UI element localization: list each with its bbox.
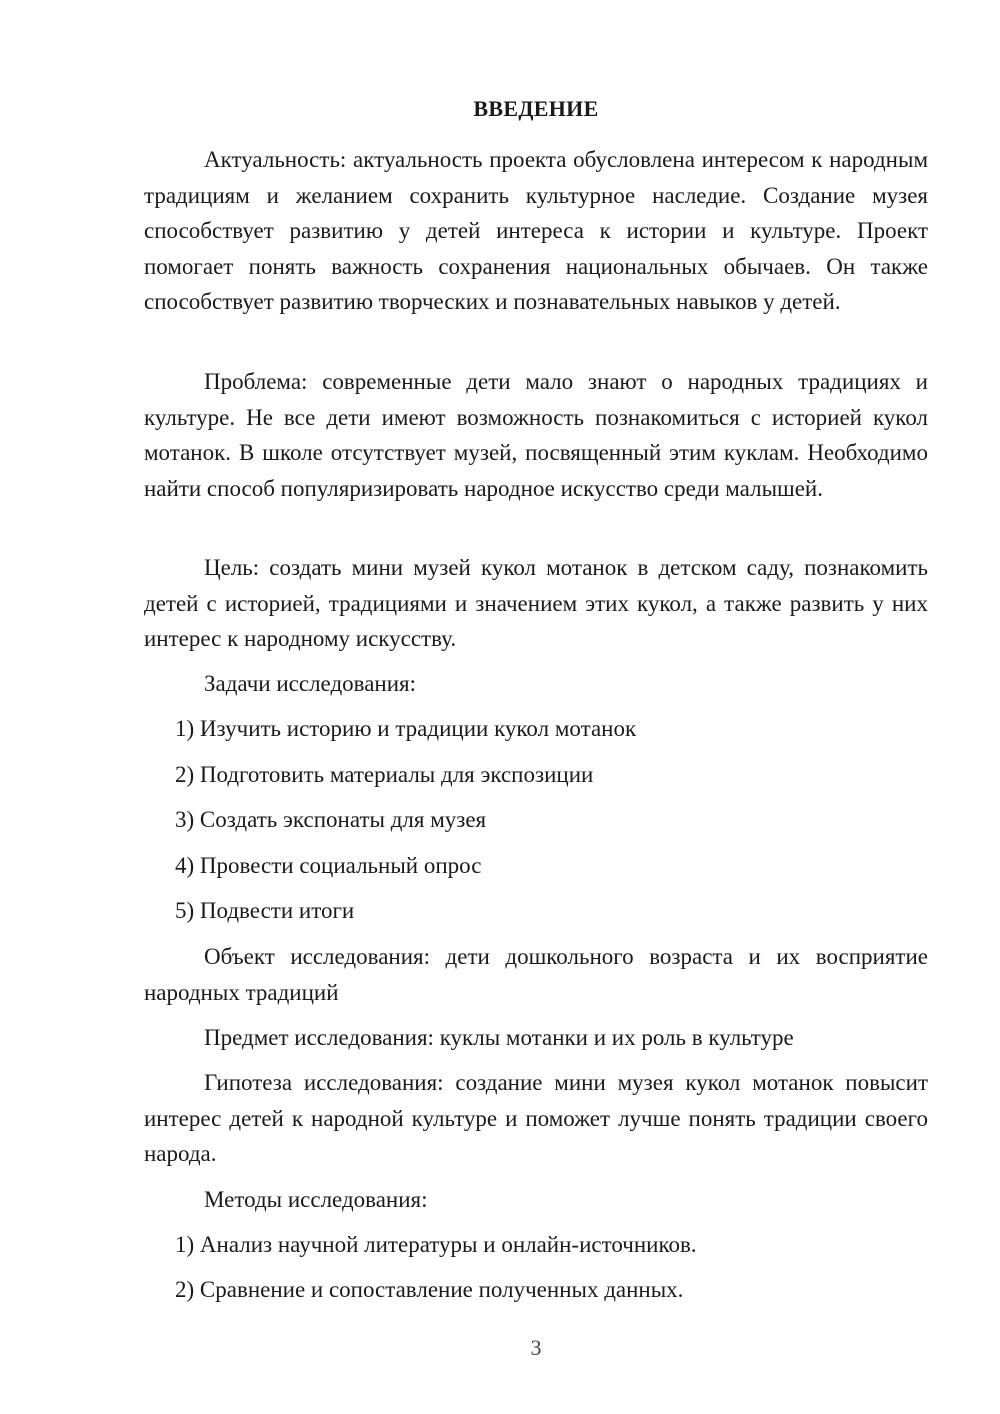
methods-title: Методы исследования: xyxy=(204,1187,428,1212)
relevance-paragraph: Актуальность: актуальность проекта обусловлена интересом к народным традициям и желанием сохранить культурное наследие. Создание музея способствует развитию у детей интереса к истории и культуре. Проект помогает понять важность сохранения национальных обычаев. Он также способствует развитию творческих и познавательных навыков у детей. xyxy=(144,147,928,314)
tasks-title: Задачи исследования: xyxy=(204,671,417,696)
object-paragraph: Объект исследования: дети дошкольного возраста и их восприятие народных традиций xyxy=(144,944,928,1005)
subject-paragraph: Предмет исследования: куклы мотанки и их роль в культуре xyxy=(204,1025,794,1050)
document-page xyxy=(144,0,928,1414)
section-heading: ВВЕДЕНИЕ xyxy=(473,96,599,121)
task-item: 2) Подготовить материалы для экспозиции xyxy=(175,762,594,787)
task-item: 1) Изучить историю и традиции кукол мотанок xyxy=(175,716,637,741)
page-number: 3 xyxy=(530,1335,542,1360)
task-item: 3) Создать экспонаты для музея xyxy=(175,807,487,832)
hypothesis-paragraph: Гипотеза исследования: создание мини музея кукол мотанок повысит интерес детей к народной культуре и поможет лучше понять традиции своего народа. xyxy=(144,1070,928,1166)
problem-paragraph: Проблема: современные дети мало знают о народных традициях и культуре. Не все дети имеют возможность познакомиться с историей кукол мотанок. В школе отсутствует музей, посвященный этим куклам. Необходимо найти способ популяризировать народное искусство среди малышей. xyxy=(144,369,928,501)
task-item: 5) Подвести итоги xyxy=(175,898,355,923)
method-item: 2) Сравнение и сопоставление полученных данных. xyxy=(175,1277,684,1302)
goal-paragraph: Цель: создать мини музей кукол мотанок в детском саду, познакомить детей с историей, традициями и значением этих кукол, а также развить у них интерес к народному искусству. xyxy=(144,555,928,651)
task-item: 4) Провести социальный опрос xyxy=(175,853,482,878)
method-item: 1) Анализ научной литературы и онлайн-источников. xyxy=(175,1232,697,1257)
